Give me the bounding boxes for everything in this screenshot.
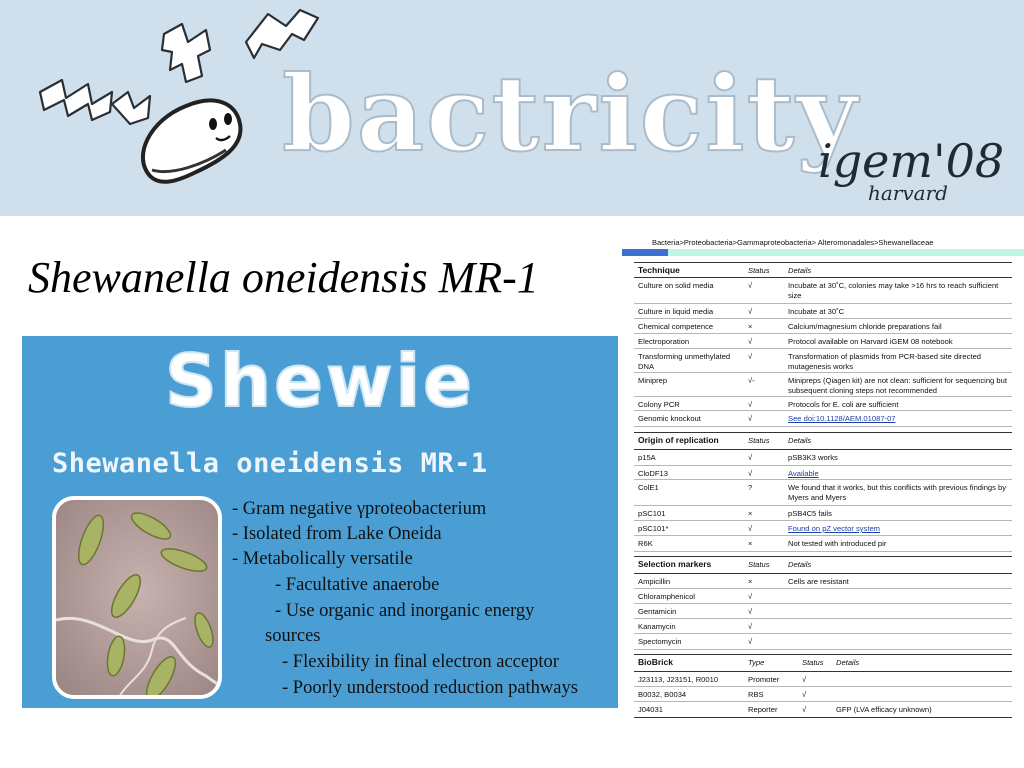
status-cell: √ [802,705,807,714]
status-cell: √ [802,690,807,699]
table-row [634,604,1012,619]
details-cell: Calcium/magnesium chloride preparations fail [788,322,942,331]
details-cell: Protocol available on Harvard iGEM 08 notebook [788,337,953,346]
fact-item: - Gram negative γproteobacterium [232,499,487,519]
table-row [634,619,1012,634]
status-cell: √ [748,524,753,533]
color-bar-green [668,249,1024,256]
table-row [634,506,1012,521]
table-cell: ColE1 [638,483,659,492]
status-cell: √ [748,607,753,616]
details-cell: We found that it works, but this conflicts with previous findings by Myers and Myers [788,483,1007,502]
column-header: Status [748,436,770,445]
status-cell: √ [748,622,753,631]
table-cell: Culture on solid media [638,281,714,290]
type-cell: Reporter [748,705,778,714]
fact-subitem: - Use organic and inorganic energy [275,601,535,621]
details-cell: Incubate at 30˚C [788,307,845,316]
lightning-bolt-icon [246,10,318,58]
table-row [634,450,1012,466]
table-row [634,304,1012,319]
fact-subitem: - Flexibility in final electron acceptor [282,652,559,672]
table-row [634,334,1012,349]
table-cell: Chloramphenicol [638,592,695,601]
details-cell: Not tested with introduced pir [788,539,887,548]
table-cell: p15A [638,453,656,462]
available-link[interactable]: Available [788,469,819,478]
status-cell: √ [748,592,753,601]
table-row [634,634,1012,650]
table-row [634,466,1012,480]
status-cell: √ [748,400,753,409]
status-cell: √ [748,281,753,290]
fact-subitem-continuation: sources [265,626,321,646]
table-row [634,702,1012,718]
details-cell: pSB4C5 fails [788,509,832,518]
table-row [634,373,1012,397]
table-section-header [634,654,1012,672]
status-cell: × [748,509,753,518]
status-cell: √ [748,469,753,478]
table-cell: R6K [638,539,653,548]
table-cell: pSC101* [638,524,669,533]
status-cell: √ [748,453,753,462]
column-header: Details [788,560,812,569]
table-cell: Ampicillin [638,577,671,586]
column-header: Origin of replication [638,435,719,445]
type-cell: RBS [748,690,764,699]
column-header: Status [748,266,770,275]
table-cell: Genomic knockout [638,414,701,423]
status-cell: √ [748,352,753,361]
column-header: Status [802,658,824,667]
table-cell: J04031 [638,705,663,714]
column-header: Selection markers [638,559,712,569]
table-row [634,480,1012,506]
fact-item: - Metabolically versatile [232,549,413,569]
status-cell: √ [802,675,807,684]
details-cell: Minipreps (Qiagen kit) are not clean: sufficient for sequencing but subsequent cloning steps not recommended [788,376,1007,395]
banner-subtitle: igem'08 [818,134,1005,188]
table-cell: Chemical competence [638,322,714,331]
table-section-header [634,432,1012,450]
details-cell: Transformation of plasmids from PCR-based site directed mutagenesis works [788,352,982,371]
banner [0,0,1024,216]
lightning-bolt-icon [40,80,112,120]
details-cell: Protocols for E. coli are sufficient [788,400,899,409]
table-row [634,521,1012,536]
slide-title: Shewanella oneidensis MR-1 [28,253,539,302]
table-row [634,278,1012,304]
table-cell: Spectomycin [638,637,682,646]
type-cell: Promoter [748,675,780,684]
table-cell: J23113, J23151, R0010 [638,675,719,684]
bacterium-mascot-icon [143,100,241,181]
status-cell: × [748,539,753,548]
status-cell: √ [748,637,753,646]
table-row [634,397,1012,411]
table-row [634,687,1012,702]
table-cell: pSC101 [638,509,666,518]
fact-list [22,496,618,706]
table-section-header [634,556,1012,574]
table-row [634,589,1012,604]
column-header: Type [748,658,765,667]
table-cell: Gentamicin [638,607,677,616]
column-header: Details [836,658,860,667]
table-cell: CloDF13 [638,469,668,478]
column-header: Details [788,266,812,275]
table-row [634,411,1012,427]
details-cell: Cells are resistant [788,577,849,586]
status-cell: √ [748,307,753,316]
table-row [634,536,1012,552]
table-cell: B0032, B0034 [638,690,687,699]
shewie-card [22,336,618,708]
status-cell: × [748,577,753,586]
status-cell: × [748,322,753,331]
color-bar-blue [622,249,668,256]
lightning-bolt-icon [162,24,210,82]
doi-link[interactable]: See doi:10.1128/AEM.01087-07 [788,414,896,423]
fact-subitem: - Facultative anaerobe [275,575,440,595]
table-cell: Culture in liquid media [638,307,714,316]
table-row [634,574,1012,589]
lightning-bolt-icon [112,92,150,124]
protocol-table [630,230,1024,720]
fact-item: - Isolated from Lake Oneida [232,524,442,544]
details-cell: GFP (LVA efficacy unknown) [836,705,932,714]
details-cell: pSB3K3 works [788,453,838,462]
table-cell: Miniprep [638,376,668,385]
table-section-header [634,262,1012,278]
taxonomy-breadcrumb: Bacteria>Proteobacteria>Gammaproteobacteria> Alteromonadales>Shewanellaceae [652,238,934,247]
status-cell: √- [748,376,755,385]
card-title: Shewie [165,339,475,423]
table-cell: Colony PCR [638,400,680,409]
column-header: Details [788,436,812,445]
fact-subitem: - Poorly understood reduction pathways [282,678,578,698]
table-row [634,349,1012,373]
status-cell: ? [748,483,753,492]
status-cell: √ [748,414,753,423]
table-cell: Kanamycin [638,622,676,631]
column-header: Technique [638,265,680,275]
banner-title: bactricity [282,52,860,175]
column-header: Status [748,560,770,569]
table-row [634,319,1012,334]
table-cell: Transforming unmethylated DNA [638,352,731,371]
table-cell: Electroporation [638,337,690,346]
table-row [634,672,1012,687]
card-subtitle: Shewanella oneidensis MR-1 [52,448,488,479]
pz-vector-link[interactable]: Found on pZ vector system [788,524,881,533]
column-header: BioBrick [638,657,673,667]
status-cell: √ [748,337,753,346]
details-cell: Incubate at 30˚C, colonies may take >16 hrs to reach sufficient size [788,281,999,300]
banner-subtitle-school: harvard [868,181,948,205]
